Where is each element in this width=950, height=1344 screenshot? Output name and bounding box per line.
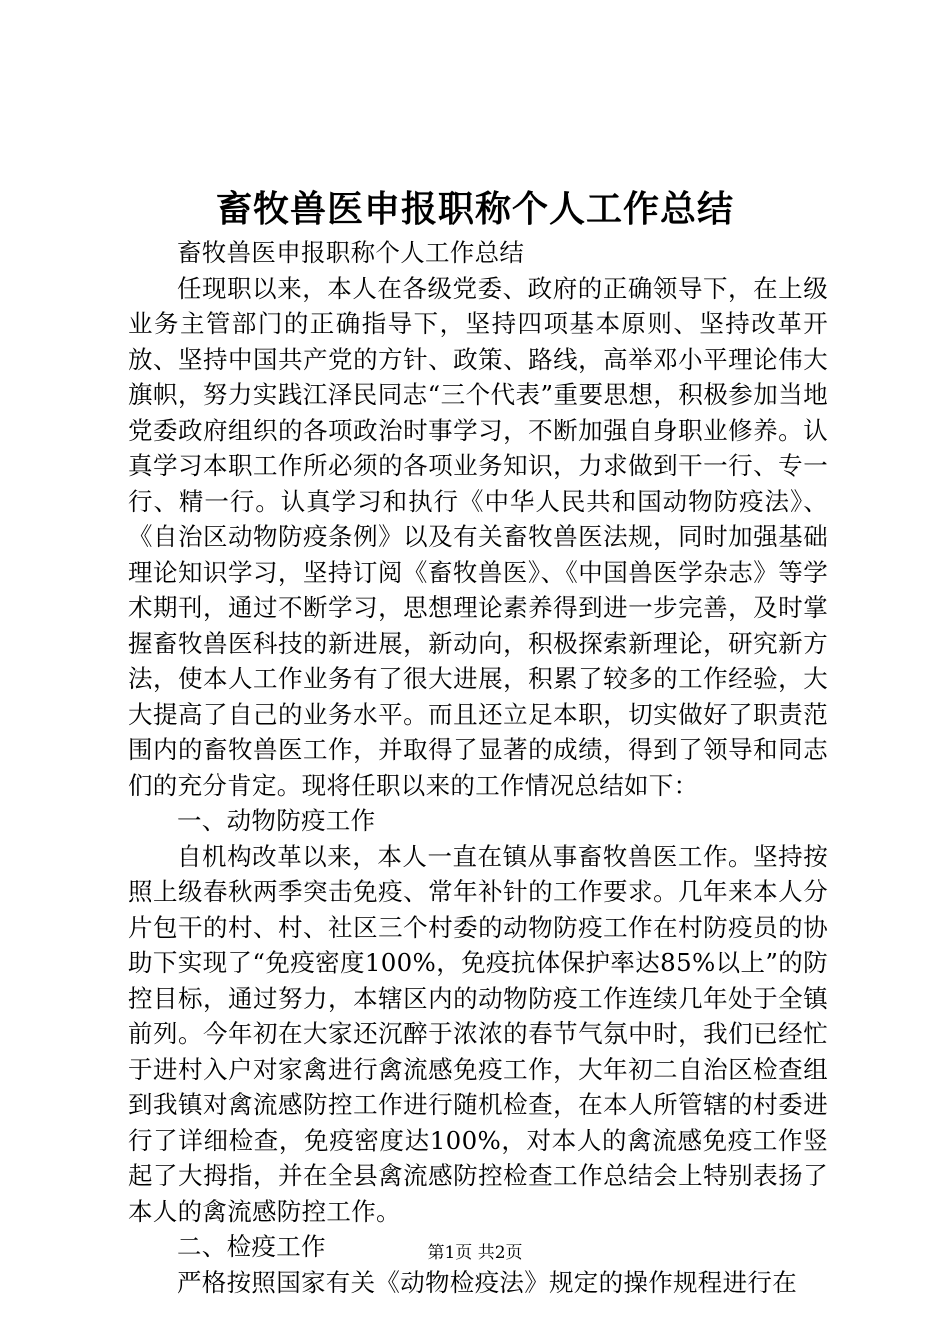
section-1-paragraph: 自机构改革以来，本人一直在镇从事畜牧兽医工作。坚持按照上级春秋两季突击免疫、常年补针的工作要求。几年来本人分片包干的村、村、社区三个村委的动物防疫工作在村防疫员的协助下实现了“免疫密度100%，免疫抗体保护率达85%以上”的防控目标，通过努力，本辖区内的动物防疫工作连续几年处于全镇前列。今年初在大家还沉醉于浓浓的春节气氛中时，我们已经忙于进村入户对家禽进行禽流感免疫工作，大年初二自治区检查组到我镇对禽流感防控工作进行随机检查，在本人所管辖的村委进行了详细检查，免疫密度达100%，对本人的禽流感免疫工作竖起了大拇指，并在全县禽流感防控检查工作总结会上特别表扬了本人的禽流感防控工作。 bbox=[128, 841, 828, 1226]
section-heading-2: 二、检疫工作 bbox=[177, 1232, 326, 1261]
page-footer: 第1页 共2页 bbox=[427, 1243, 523, 1263]
document-title: 畜牧兽医申报职称个人工作总结 bbox=[215, 188, 734, 230]
section-2-paragraph: 严格按照国家有关《动物检疫法》规定的操作规程进行在 bbox=[177, 1267, 797, 1297]
subtitle-paragraph: 畜牧兽医申报职称个人工作总结 bbox=[177, 238, 525, 267]
intro-paragraph: 任现职以来，本人在各级党委、政府的正确领导下，在上级业务主管部门的正确指导下，坚持四项基本原则、坚持改革开放、坚持中国共产党的方针、政策、路线，高举邓小平理论伟大旗帜，努力实践江泽民同志“三个代表”重要思想，积极参加当地党委政府组织的各项政治时事学习，不断加强自身职业修养。认真学习本职工作所必须的各项业务知识，力求做到干一行、专一行、精一行。认真学习和执行《中华人民共和国动物防疫法》、《自治区动物防疫条例》以及有关畜牧兽医法规，同时加强基础理论知识学习，坚持订阅《畜牧兽医》、《中国兽医学杂志》等学术期刊，通过不断学习，思想理论素养得到进一步完善，及时掌握畜牧兽医科技的新进展，新动向，积极探索新理论，研究新方法，使本人工作业务有了很大进展，积累了较多的工作经验，大大提高了自己的业务水平。而且还立足本职，切实做好了职责范围内的畜牧兽医工作，并取得了显著的成绩，得到了领导和同志们的充分肯定。现将任职以来的工作情况总结如下： bbox=[128, 273, 828, 800]
section-heading-1: 一、动物防疫工作 bbox=[177, 806, 376, 835]
document-body bbox=[128, 235, 828, 1300]
